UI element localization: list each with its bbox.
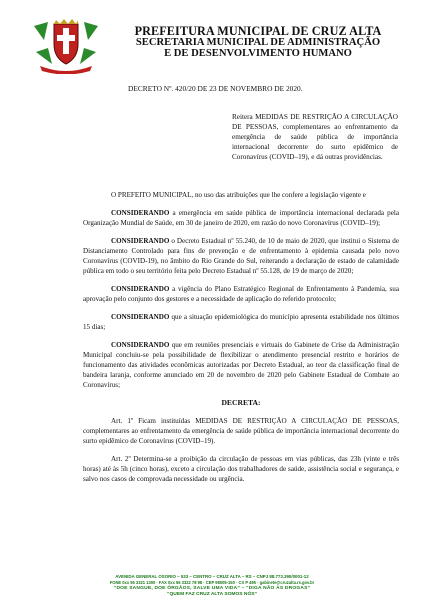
article-1: Art. 1º Ficam instituídas MEDIDAS DE RESTRIÇÃO A CIRCULAÇÃO DE PESSOAS, complementares ao enfrentamento da emergência de saúde pública de importância internacional decorrente do surto epidêmico de Coronavírus (COVID–19). bbox=[83, 417, 399, 445]
considerando-keyword: CONSIDERANDO bbox=[111, 209, 170, 217]
footer bbox=[22, 574, 402, 598]
considerando-5 bbox=[83, 340, 399, 390]
considerando-keyword: CONSIDERANDO bbox=[111, 313, 170, 321]
considerando-1-text: a emergência em saúde pública de importância internacional declarada pela Organização Mundial de Saúde, em 30 de janeiro de 2020, em razão do novo Coronavírus (COVID–19); bbox=[83, 209, 399, 227]
letterhead-line-3: E DE DESENVOLVIMENTO HUMANO bbox=[164, 48, 352, 59]
considerando-3-text: a vigência do Plano Estratégico Regional de Enfrentamento à Pandemia, sua aprovação pelo conjunto dos gestores e a necessidade de aplicação do referido protocolo; bbox=[83, 285, 399, 303]
considerando-3 bbox=[83, 284, 399, 304]
letterhead-line-1: PREFEITURA MUNICIPAL DE CRUZ ALTA bbox=[134, 24, 382, 38]
letterhead bbox=[118, 26, 398, 59]
considerando-5-text: que em reuniões presenciais e virtuais do Gabinete de Crise da Administração Municipal concluiu-se pela possibilidade de flexibilizar o atendimento presencial restrito e horários de funcionamento das atividades econômicas autorizadas por Decreto Estadual, ao teor da classificação final de bandeira laranja, conforme anunciado em 20 de novembro de 2020 pelo Gabinete Estadual de Combate ao Coronavírus; bbox=[83, 341, 399, 389]
considerando-keyword: CONSIDERANDO bbox=[111, 237, 170, 245]
decree-title: DECRETO Nº. 420/20 DE 23 DE NOVEMBRO DE 2020. bbox=[128, 84, 303, 93]
considerando-1 bbox=[83, 208, 399, 228]
footer-slogan-1: “DOE SANGUE, DOE ÓRGÃOS, SALVE UMA VIDA” – “DIGA NÃO ÀS DROGAS” bbox=[113, 586, 311, 591]
considerando-2-text: o Decreto Estadual nº 55.240, de 10 de maio de 2020, que institui o Sistema de Distanciamento Controlado para fins de prevenção e de enfrentamento à epidemia causada pelo novo Coronavírus (COVID-19), no âmbito do Rio Grande do Sul, reiterando a declaração de estado de calamidade pública em todo o seu território feita pelo Decreto Estadual nº 55.128, de 19 de março de 2020; bbox=[83, 237, 399, 275]
considerando-2 bbox=[83, 236, 399, 276]
footer-contacts: FONE 0xx 55 3321 1300 · FAX 0xx 55 3322 78 98 · CEP 98005-150 · CX P 495 · gabinete@cruzalta.rs.gov.br bbox=[109, 580, 315, 585]
considerando-keyword: CONSIDERANDO bbox=[111, 285, 170, 293]
footer-slogan-2: “QUEM FAZ CRUZ ALTA SOMOS NÓS” bbox=[167, 592, 257, 597]
coat-of-arms-icon bbox=[30, 18, 102, 74]
decreta-heading: DECRETA: bbox=[221, 398, 261, 407]
considerando-4 bbox=[83, 312, 399, 332]
considerando-4-text: que a situação epidemiológica do município apresenta estabilidade nos últimos 15 dias; bbox=[83, 313, 399, 331]
decree-body bbox=[83, 190, 399, 484]
considerando-keyword: CONSIDERANDO bbox=[111, 341, 170, 349]
letterhead-line-2: SECRETARIA MUNICIPAL DE ADMINISTRAÇÃO bbox=[135, 37, 381, 48]
footer-address: AVENIDA GENERAL OSORIO – 533 – CENTRO – CRUZ ALTA – RS – CNPJ 88.773.390/0001-12 bbox=[115, 574, 309, 579]
article-2: Art. 2º Determina-se a proibição da circulação de pessoas em vias públicas, das 23h (vinte e três horas) até às 5h (cinco horas), exceto a circulação dos trabalhadores de saúde, assistência social e segurança, e salvo nos casos de comprovada necessidade ou urgência. bbox=[83, 455, 399, 483]
decree-summary: Reitera MEDIDAS DE RESTRIÇÃO A CIRCULAÇÃO DE PESSOAS, complementares ao enfrentamento da emergência de saúde pública de importância internacional decorrente do surto epidêmico de Coronavírus (COVID–19), e dá outras providências. bbox=[232, 113, 398, 161]
intro-paragraph: O PREFEITO MUNICIPAL, no uso das atribuições que lhe confere a legislação vigente e bbox=[111, 191, 366, 199]
